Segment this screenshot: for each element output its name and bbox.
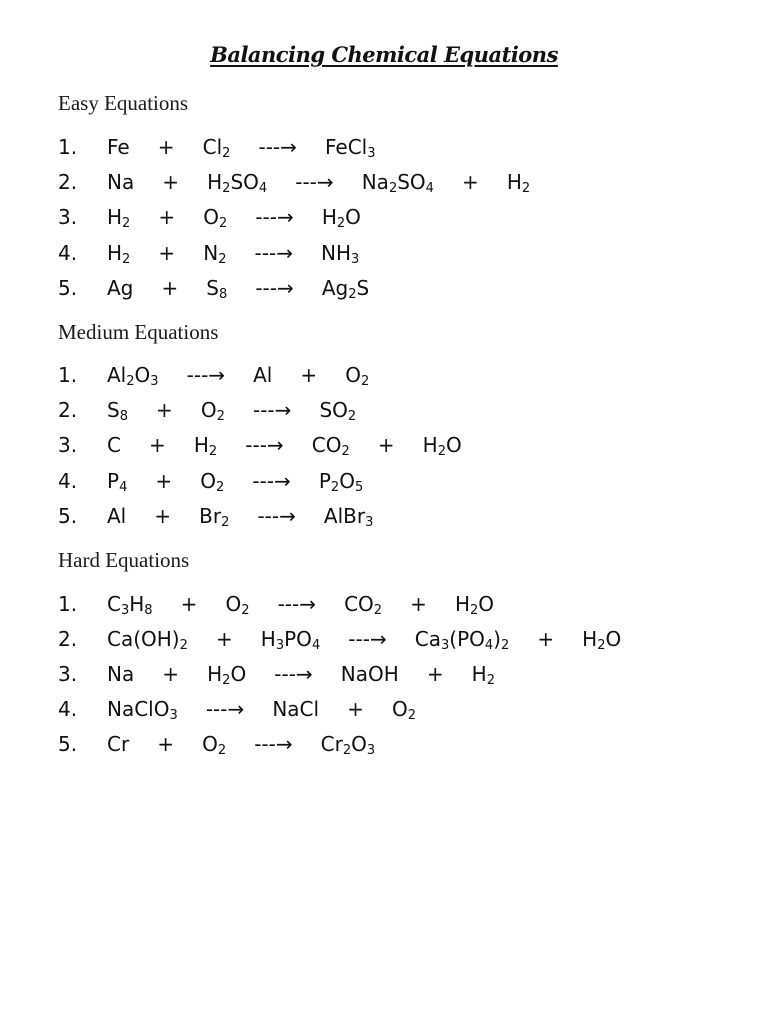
equation-text: $H_2 + N_2$ ---→ $NH_3$ <box>107 241 360 267</box>
section-heading-medium: Medium Equations <box>58 320 219 344</box>
equation-text: $Al + Br_2$ ---→ AlBr$_3$ <box>107 504 374 530</box>
equation-text: $H_2 + O_2$ ---→ $H_2O$ <box>107 205 361 231</box>
page-title: Balancing Chemical Equations <box>210 42 558 67</box>
equation-item: 2. $Na + H_2SO_4$ ---→ $Na_2SO_4 + H_2$ <box>58 170 531 196</box>
equation-item: 1. $Fe + Cl_2$ ---→ FeCl$_3$ <box>58 135 376 161</box>
equation-item: 2. $Ca(OH)_2 + H_3PO_4$ ---→ $Ca_3(PO_4)_2 + H_2O$ <box>58 627 622 653</box>
equation-item: 1. $C_3H_8 + O_2$ ---→ $CO_2 + H_2O$ <box>58 592 495 618</box>
equation-item: 1. $Al_2O_3$ ---→ $Al + O_2$ <box>58 363 370 389</box>
equation-text: $Ca(OH)_2 + H_3PO_4$ ---→ $Ca_3(PO_4)_2 + H_2O$ <box>107 627 622 653</box>
equation-item: 5. $Cr + O_2$ ---→ $Cr_2O_3$ <box>58 732 376 758</box>
equation-item: 2. $S_8 + O_2$ ---→ $SO_2$ <box>58 398 357 424</box>
equation-item: 5. $Ag + S_8$ ---→ $Ag_2S$ <box>58 276 370 302</box>
equation-text: $Fe + Cl_2$ ---→ FeCl$_3$ <box>107 135 376 161</box>
equation-item: 3. $H_2 + O_2$ ---→ $H_2O$ <box>58 205 361 231</box>
equation-item: 5. $Al + Br_2$ ---→ AlBr$_3$ <box>58 504 374 530</box>
equation-text: NaClO$_3$ ---→ NaCl + $O_2$ <box>107 697 416 723</box>
equation-item: 3. $C + H_2$ ---→ $CO_2 + H_2O$ <box>58 433 462 459</box>
equation-text: $Cr + O_2$ ---→ $Cr_2O_3$ <box>107 732 376 758</box>
equation-text: $P_4 + O_2$ ---→ $P_2O_5$ <box>107 469 364 495</box>
equation-item: 4. $H_2 + N_2$ ---→ $NH_3$ <box>58 241 360 267</box>
equation-item: 4. NaClO$_3$ ---→ NaCl + $O_2$ <box>58 697 416 723</box>
equation-text: $Al_2O_3$ ---→ $Al + O_2$ <box>107 363 370 389</box>
equation-item: 3. $Na + H_2O$ ---→ NaOH + $H_2$ <box>58 662 495 688</box>
equation-text: $Na + H_2O$ ---→ NaOH + $H_2$ <box>107 662 495 688</box>
equation-text: $C_3H_8 + O_2$ ---→ $CO_2 + H_2O$ <box>107 592 495 618</box>
section-heading-hard: Hard Equations <box>58 548 190 572</box>
equation-text: $S_8 + O_2$ ---→ $SO_2$ <box>107 398 357 424</box>
equation-text: $Ag + S_8$ ---→ $Ag_2S$ <box>107 276 370 302</box>
equation-text: $C + H_2$ ---→ $CO_2 + H_2O$ <box>107 433 462 459</box>
equation-text: $Na + H_2SO_4$ ---→ $Na_2SO_4 + H_2$ <box>107 170 531 196</box>
equation-item: 4. $P_4 + O_2$ ---→ $P_2O_5$ <box>58 469 364 495</box>
section-heading-easy: Easy Equations <box>58 91 189 115</box>
